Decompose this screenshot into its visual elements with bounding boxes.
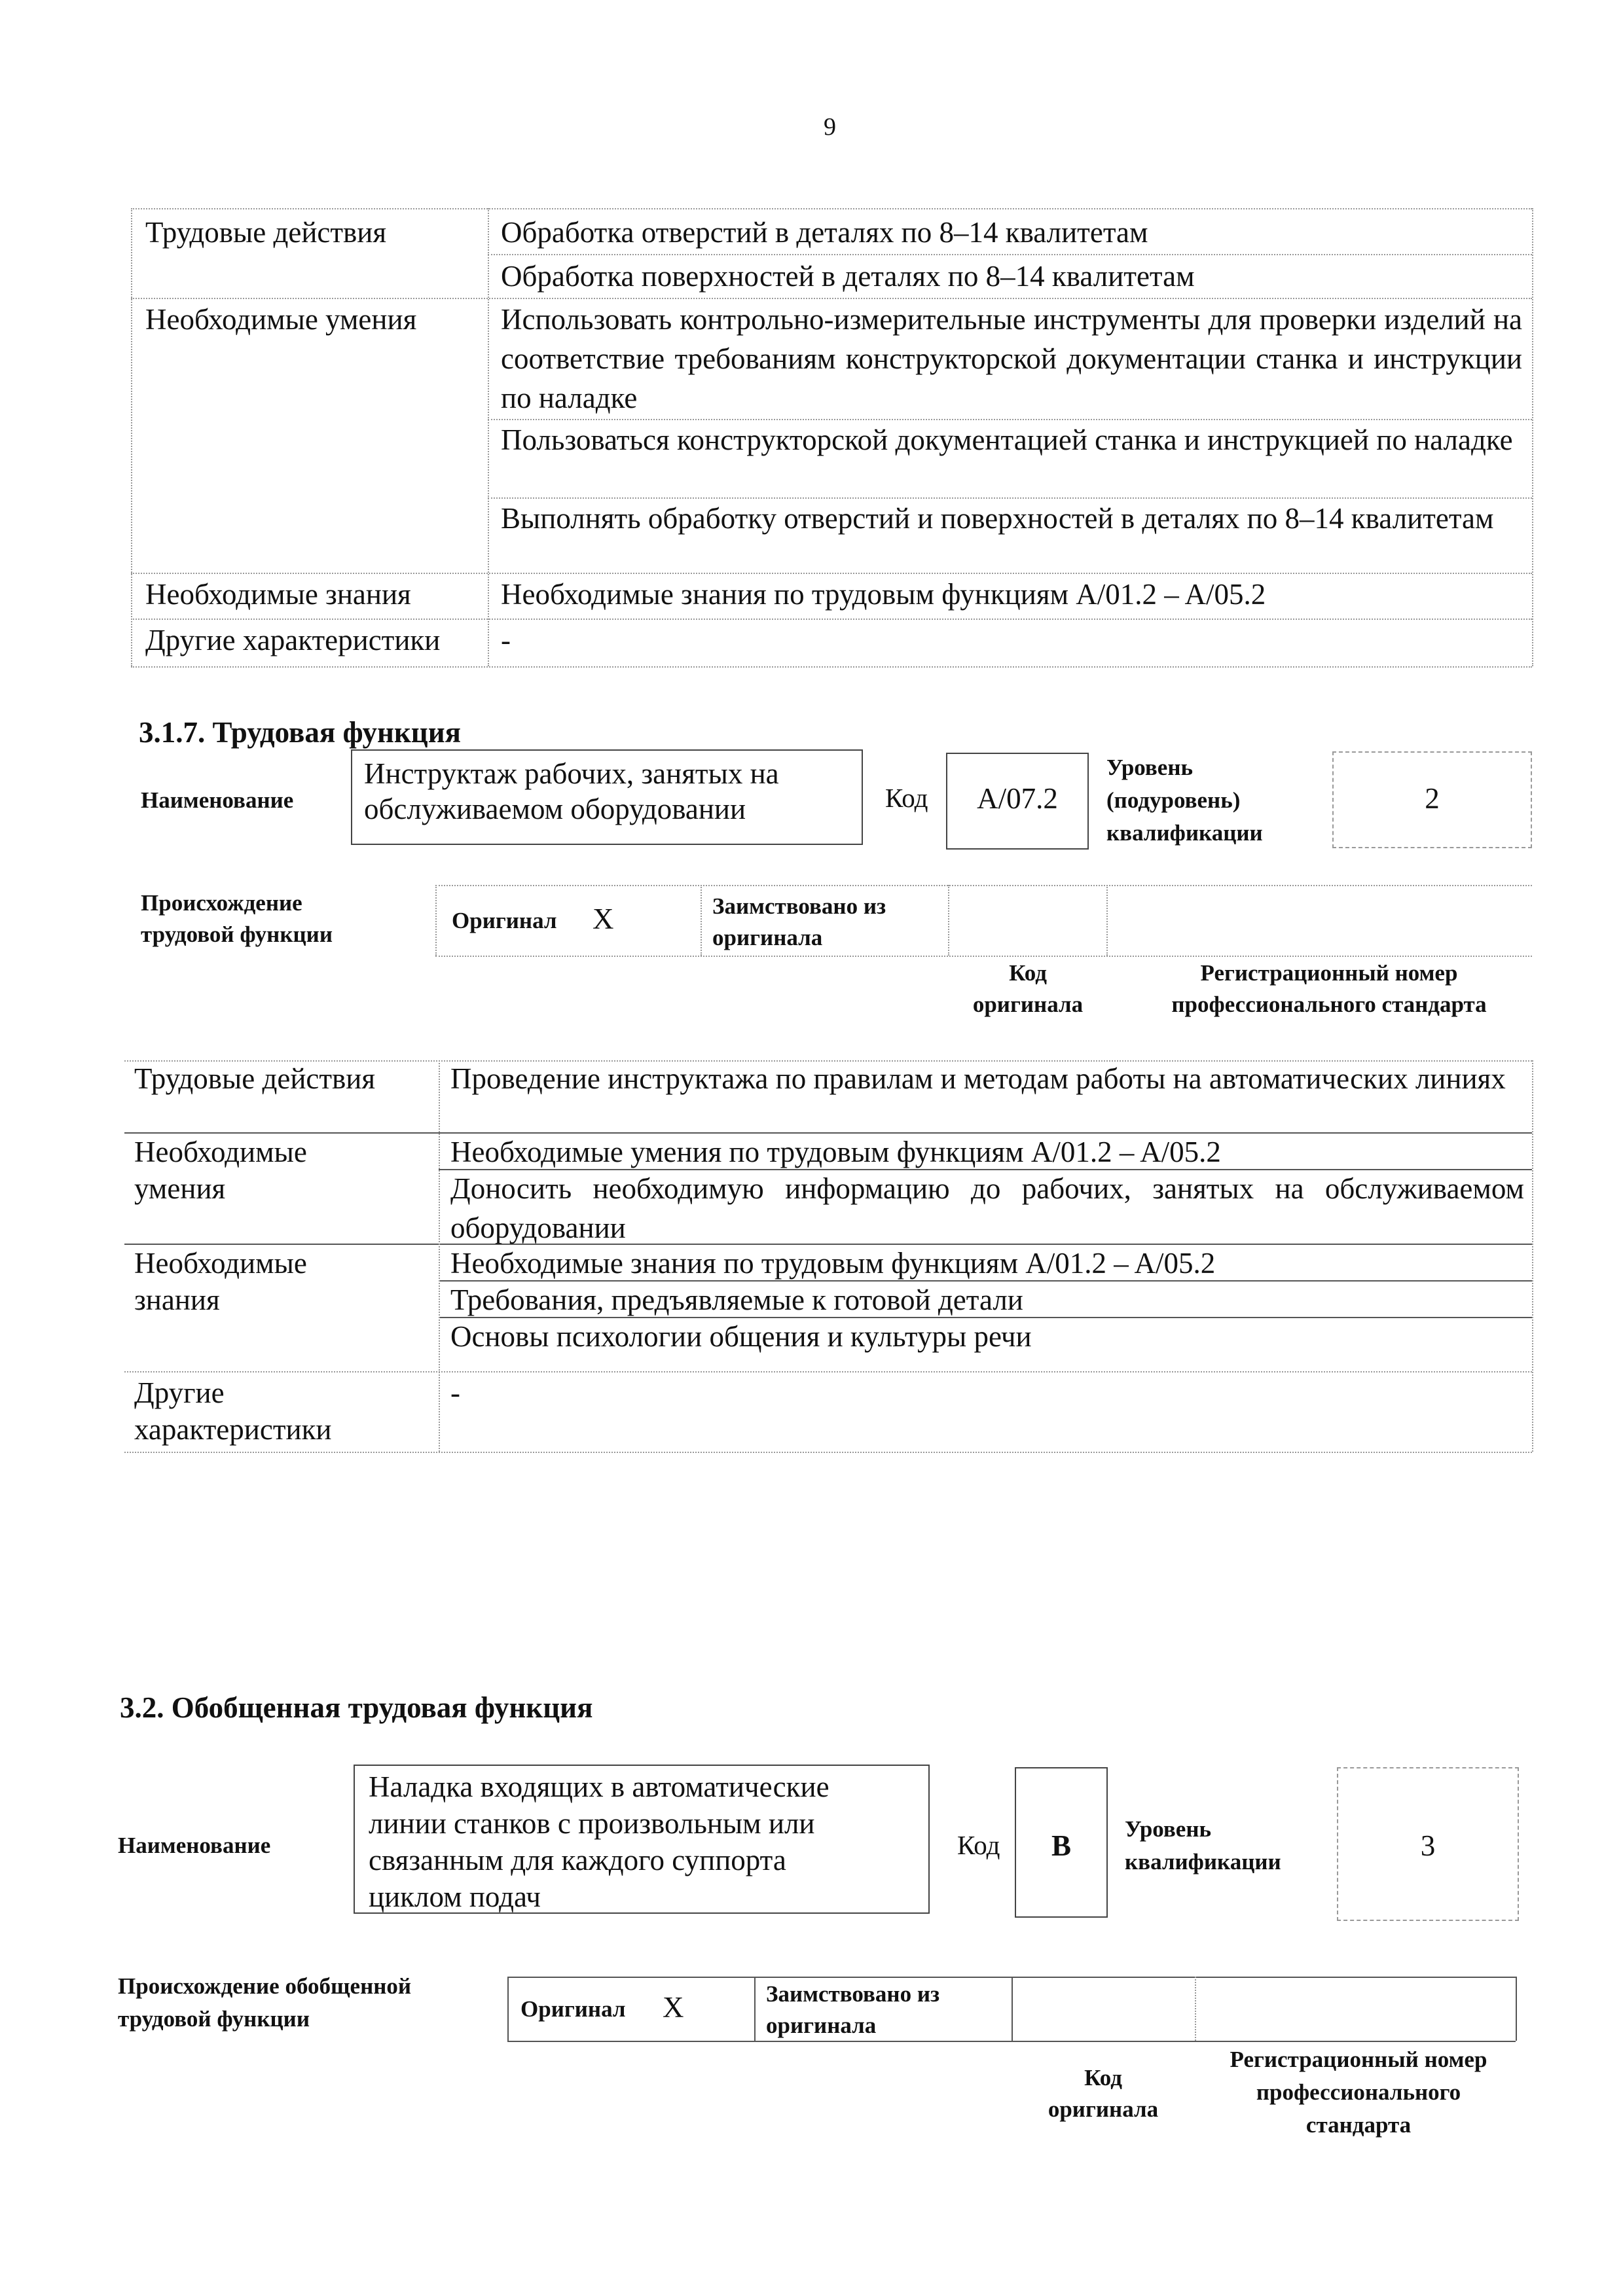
other-label: Другие характеристики	[145, 624, 441, 656]
original-mark: X	[593, 903, 614, 935]
reg-number-label: профессионального стандарта	[1171, 992, 1487, 1017]
skill-item: Пользоваться конструкторской документацией станка и инструкцией по наладке	[501, 423, 1513, 456]
original-code-label: оригинала	[972, 992, 1084, 1017]
labor-actions-label: Трудовые действия	[134, 1062, 376, 1095]
borrowed-label: оригинала	[766, 2013, 877, 2038]
table-border	[131, 573, 1532, 574]
origin-border	[948, 885, 949, 956]
name-label: Наименование	[141, 787, 294, 813]
origin-label: Происхождение обобщенной	[118, 1973, 412, 1999]
origin-border	[435, 885, 437, 956]
origin-border	[754, 1977, 756, 2041]
skill-item: Необходимые умения по трудовым функциям A/01.2 – A/05.2	[450, 1136, 1221, 1168]
original-code-label: оригинала	[1048, 2096, 1159, 2122]
original-label: Оригинал	[520, 1996, 626, 2022]
level-label: (подуровень)	[1106, 787, 1241, 813]
borrowed-label: Заимствовано из	[712, 893, 886, 919]
knowledge-label: Необходимые знания	[145, 578, 411, 611]
function-name-line: обслуживаемом оборудовании	[364, 793, 746, 825]
borrowed-label: оригинала	[712, 925, 823, 950]
original-code-label: Код	[1084, 2065, 1122, 2090]
reg-number-label: Регистрационный номер	[1230, 2047, 1487, 2072]
origin-label: Происхождение	[141, 890, 302, 916]
labor-actions-label: Трудовые действия	[145, 216, 387, 249]
skills-label: Необходимые умения	[145, 303, 417, 336]
code-label: Код	[957, 1830, 1000, 1860]
function-name-line: циклом подач	[369, 1880, 541, 1913]
skill-item: Использовать контрольно-измерительные инструменты для проверки изделий на соответствие требованиям конструкторской документации станка и инструкции по наладке	[501, 303, 1522, 414]
knowledge-item: Необходимые знания по трудовым функциям A/01.2 – A/05.2	[501, 578, 1266, 611]
original-label: Оригинал	[452, 908, 557, 933]
table-border	[131, 298, 1532, 299]
labor-action-item: Проведение инструктажа по правилам и методам работы на автоматических линиях	[450, 1062, 1506, 1095]
qualification-level: 3	[1420, 1829, 1436, 1862]
reg-number-label: стандарта	[1305, 2112, 1412, 2138]
qualification-level: 2	[1425, 782, 1440, 815]
origin-border	[1106, 885, 1108, 956]
function-name-line: линии станков с произвольным или	[369, 1807, 815, 1840]
function-name-line: Инструктаж рабочих, занятых на	[364, 757, 779, 790]
function-name-line: связанным для каждого суппорта	[369, 1844, 786, 1876]
level-label: Уровень	[1125, 1816, 1212, 1842]
other-label: Другие	[134, 1376, 225, 1409]
skill-item: Доносить необходимую информацию до рабочих, занятых на обслуживаемом оборудовании	[450, 1172, 1524, 1244]
origin-label: трудовой функции	[141, 922, 333, 947]
reg-number-label: Регистрационный номер	[1200, 960, 1458, 986]
code-label: Код	[885, 783, 928, 813]
skills-label: Необходимые	[134, 1136, 307, 1168]
other-value: -	[450, 1376, 460, 1409]
table-border	[124, 1452, 1532, 1453]
borrowed-label: Заимствовано из	[766, 1981, 940, 2007]
table-border	[131, 666, 1532, 668]
table-border	[488, 208, 489, 666]
section-heading-32: 3.2. Обобщенная трудовая функция	[120, 1691, 593, 1724]
labor-action-item: Обработка отверстий в деталях по 8–14 квалитетам	[501, 216, 1148, 249]
origin-border	[701, 885, 702, 956]
page-number: 9	[824, 113, 836, 141]
origin-border	[1012, 1977, 1013, 2041]
other-label: характеристики	[134, 1413, 332, 1446]
table-border	[124, 1371, 1532, 1372]
level-label: квалификации	[1125, 1849, 1281, 1874]
table-border	[131, 208, 132, 666]
table-border	[131, 619, 1532, 620]
origin-border	[507, 1977, 509, 2041]
origin-border	[1195, 1977, 1196, 2041]
origin-border	[1516, 1977, 1517, 2041]
knowledge-item: Основы психологии общения и культуры речи	[450, 1320, 1032, 1353]
table-border	[131, 208, 1532, 209]
origin-label: трудовой функции	[118, 2006, 310, 2032]
knowledge-label: знания	[134, 1283, 220, 1316]
function-code: A/07.2	[977, 782, 1058, 815]
skill-item: Выполнять обработку отверстий и поверхностей в деталях по 8–14 квалитетам	[501, 502, 1494, 535]
table-border	[1532, 1060, 1533, 1452]
skills-label: умения	[134, 1172, 226, 1205]
original-mark: X	[663, 1991, 684, 2024]
origin-border	[507, 2041, 1516, 2042]
origin-border	[435, 885, 1532, 886]
reg-number-label: профессионального	[1256, 2079, 1461, 2105]
level-label: квалификации	[1106, 820, 1263, 846]
table-border	[488, 254, 1532, 255]
knowledge-item: Необходимые знания по трудовым функциям A/01.2 – A/05.2	[450, 1247, 1216, 1280]
labor-action-item: Обработка поверхностей в деталях по 8–14 квалитетам	[501, 260, 1195, 293]
knowledge-item: Требования, предъявляемые к готовой детали	[450, 1283, 1023, 1316]
table-border	[1532, 208, 1533, 666]
function-code: B	[1051, 1829, 1071, 1862]
function-name-line: Наладка входящих в автоматические	[369, 1770, 830, 1803]
table-border	[439, 1060, 440, 1452]
original-code-label: Код	[1009, 960, 1047, 986]
other-value: -	[501, 624, 511, 656]
name-label: Наименование	[118, 1833, 271, 1858]
knowledge-label: Необходимые	[134, 1247, 307, 1280]
section-heading-317: 3.1.7. Трудовая функция	[139, 716, 462, 749]
level-label: Уровень	[1106, 755, 1194, 780]
